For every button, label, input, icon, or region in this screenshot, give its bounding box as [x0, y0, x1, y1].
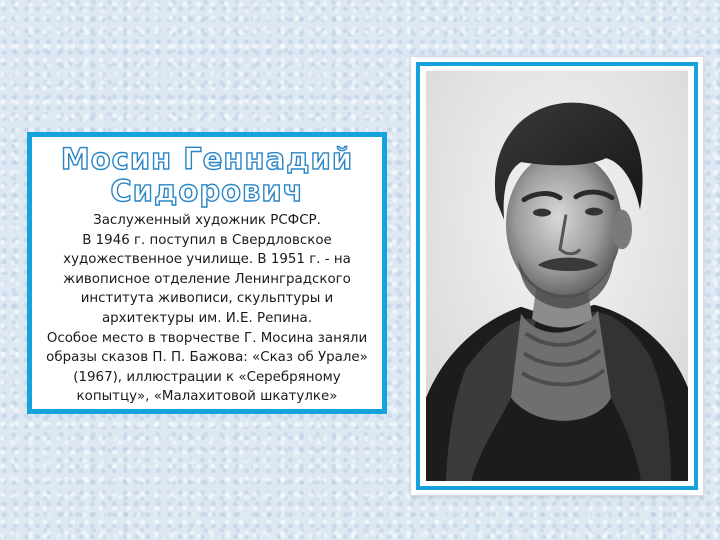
bio-line: художественное училище. В 1951 г. - на	[63, 252, 351, 268]
title-line-1: Мосин Геннадий	[60, 142, 354, 176]
bio-line: копытцу», «Малахитовой шкатулке»	[76, 389, 338, 405]
portrait-frame	[410, 56, 704, 496]
bio-line: Заслуженный художник РСФСР.	[93, 213, 321, 228]
portrait-photo	[426, 71, 688, 481]
bio-line: Особое место в творчестве Г. Мосина заняли	[46, 330, 368, 346]
bio-line: архитектуры им. И.Е. Репина.	[101, 310, 313, 326]
slide-title	[32, 143, 382, 207]
bio-line: В 1946 г. поступил в Свердловское	[82, 232, 332, 248]
portrait-image	[426, 71, 688, 481]
bio-line: (1967), иллюстрации к «Серебряному	[73, 369, 341, 385]
bio-paragraph	[32, 211, 382, 407]
title-line-2: Сидорович	[110, 174, 304, 208]
bio-line: института живописи, скульптуры и	[80, 291, 334, 307]
bio-text-panel	[27, 132, 387, 414]
bio-line: живописное отделение Ленинградского	[63, 271, 351, 287]
bio-line: образы сказов П. П. Бажова: «Сказ об Урале»	[46, 350, 368, 366]
portrait-border	[416, 62, 698, 490]
